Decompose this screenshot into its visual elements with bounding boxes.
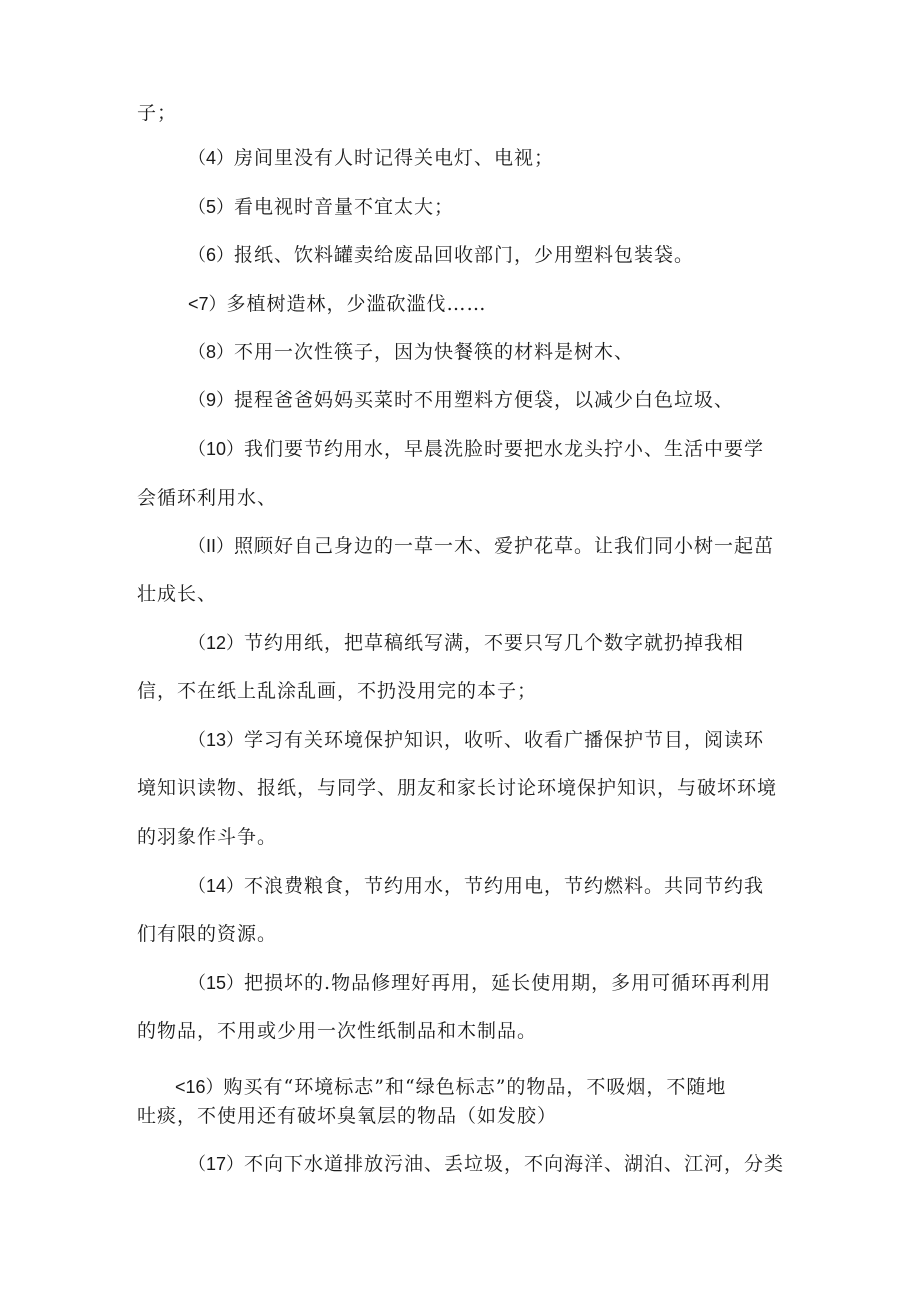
item-12-cont: 信，不在纸上乱涂乱画，不扔没用完的本子；: [137, 680, 538, 702]
item-14: （14）不浪费粮食，节约用水，节约用电，节约燃料。共同节约我: [188, 875, 765, 897]
item-13-cont-1: 境知识读物、报纸，与同学、朋友和家长讨论环境保护知识，与破坏环境: [137, 777, 778, 799]
item-10: （10）我们要节约用水，早晨洗脸时要把水龙头拧小、生活中要学: [188, 438, 765, 460]
item-16-cont: 吐痰，不使用还有破坏臭氧层的物品（如发胶）: [137, 1105, 558, 1127]
item-7: <7）多植树造林，少滥砍滥伐……: [188, 293, 487, 315]
item-15-cont: 的物品，不用或少用一次性纸制品和木制品。: [137, 1020, 538, 1042]
line-1: 子；: [137, 102, 178, 124]
item-17: （17）不向下水道排放污油、丢垃圾，不向海洋、湖泊、江河，分类: [188, 1153, 785, 1175]
item-14-cont: 们有限的资源。: [137, 923, 278, 945]
item-11: （II）照顾好自己身边的一草一木、爱护花草。让我们同小树一起茁: [188, 535, 775, 557]
item-5: （5）看电视时音量不宜太大；: [188, 196, 455, 218]
item-15: （15）把损坏的.物品修理好再用，延长使用期，多用可循环再利用: [188, 972, 772, 994]
item-8: （8）不用一次性筷子，因为快餐筷的材料是树木、: [188, 341, 635, 363]
item-10-cont: 会循环利用水、: [137, 487, 278, 509]
item-13: （13）学习有关环境保护知识，收听、收看广播保护节目，阅读环: [188, 729, 765, 751]
item-11-cont: 壮成长、: [137, 583, 218, 605]
item-6: （6）报纸、饮料罐卖给废品回收部门，少用塑料包装袋。: [188, 244, 695, 266]
item-12: （12）节约用纸，把草稿纸写满，不要只写几个数字就扔掉我相: [188, 632, 745, 654]
item-4: （4）房间里没有人时记得关电灯、电视；: [188, 147, 555, 169]
item-16: <16）购买有“环境标志”和“绿色标志”的物品，不吸烟，不随地: [175, 1076, 727, 1098]
item-9: （9）提程爸爸妈妈买菜时不用塑料方便袋，以减少白色垃圾、: [188, 389, 735, 411]
item-13-cont-2: 的羽象作斗争。: [137, 826, 278, 848]
